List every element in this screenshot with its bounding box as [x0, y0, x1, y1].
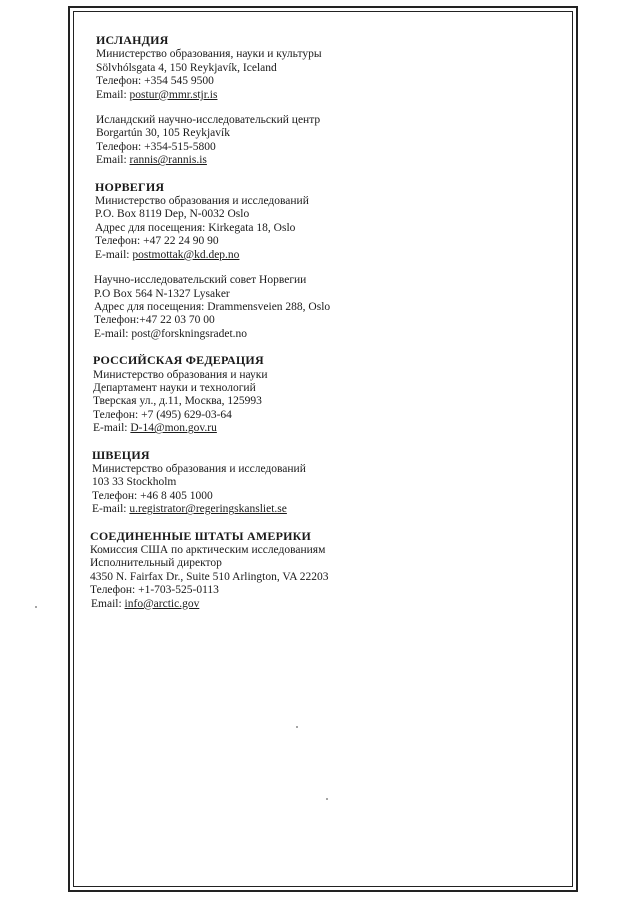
- postal-address: Borgartún 30, 105 Reykjavík: [96, 127, 230, 140]
- email-label: E-mail:: [94, 327, 132, 340]
- email-link[interactable]: postur@mmr.stjr.is: [129, 88, 218, 101]
- section-heading: РОССИЙСКАЯ ФЕДЕРАЦИЯ: [93, 353, 264, 368]
- section-usa: [90, 530, 562, 611]
- visiting-address: Адрес для посещения: Drammensveien 288, Oslo: [94, 300, 331, 313]
- email-line: [96, 154, 562, 167]
- org-name: Министерство образования и исследований: [95, 195, 309, 208]
- document-body: [92, 34, 562, 624]
- email-link[interactable]: rannis@rannis.is: [129, 154, 207, 167]
- email-line: [94, 328, 562, 341]
- email-link[interactable]: postmottak@kd.dep.no: [132, 248, 240, 261]
- section-iceland-research-centre: [92, 114, 562, 168]
- phone-number: Телефон: +1-703-525-0113: [90, 584, 219, 597]
- email-line: [95, 249, 562, 262]
- postal-address: 103 33 Stockholm: [92, 476, 177, 489]
- phone-number: Телефон: +46 8 405 1000: [92, 489, 213, 502]
- org-name: Научно-исследовательский совет Норвегии: [94, 274, 307, 287]
- section-heading: НОРВЕГИЯ: [95, 179, 165, 194]
- email-link[interactable]: u.registrator@regeringskansliet.se: [129, 503, 287, 516]
- org-name: Исландский научно-исследовательский центр: [96, 114, 321, 127]
- postal-address: P.O Box 564 N-1327 Lysaker: [94, 287, 230, 300]
- email-line: [93, 422, 562, 435]
- email-line: [96, 89, 562, 102]
- email-label: E-mail:: [93, 422, 131, 435]
- phone-number: Телефон: +7 (495) 629-03-64: [93, 408, 232, 421]
- section-russia: [92, 354, 562, 435]
- phone-number: Телефон: +354-515-5800: [96, 140, 216, 153]
- visiting-address: Адрес для посещения: Kirkegata 18, Oslo: [95, 221, 296, 234]
- postal-address: Тверская ул., д.11, Москва, 125993: [93, 395, 262, 408]
- org-name: Министерство образования, науки и культуры: [96, 48, 322, 61]
- postal-address: Sölvhólsgata 4, 150 Reykjavík, Iceland: [96, 61, 277, 74]
- scan-speck: [296, 726, 298, 728]
- postal-address: P.O. Box 8119 Dep, N-0032 Oslo: [95, 208, 250, 221]
- email-text: post@forskningsradet.no: [131, 327, 248, 340]
- phone-number: Телефон:+47 22 03 70 00: [94, 314, 215, 327]
- section-heading: СОЕДИНЕННЫЕ ШТАТЫ АМЕРИКИ: [90, 528, 312, 543]
- department-name: Департамент науки и технологий: [93, 381, 256, 394]
- org-name: Министерство образования и науки: [93, 368, 268, 381]
- section-iceland: [92, 34, 562, 102]
- scan-speck: [35, 606, 37, 608]
- section-heading: ИСЛАНДИЯ: [96, 33, 169, 47]
- org-name: Комиссия США по арктическим исследованиям: [90, 544, 326, 556]
- org-name: Министерство образования и исследований: [92, 462, 306, 475]
- email-label: Email:: [96, 154, 130, 167]
- email-link[interactable]: D-14@mon.gov.ru: [130, 422, 217, 435]
- email-link[interactable]: info@arctic.gov: [124, 597, 200, 610]
- section-heading: ШВЕЦИЯ: [92, 447, 150, 462]
- email-line: [90, 598, 562, 611]
- phone-number: Телефон: +354 545 9500: [96, 75, 214, 88]
- section-norway: [92, 181, 562, 262]
- email-line: [92, 503, 562, 516]
- email-label: E-mail:: [92, 503, 130, 516]
- section-norway-research-council: [92, 274, 562, 341]
- email-label: Email:: [96, 88, 130, 101]
- position-title: Исполнительный директор: [90, 557, 222, 570]
- email-label: E-mail:: [95, 248, 133, 261]
- scan-speck: [326, 798, 328, 800]
- section-sweden: [92, 449, 562, 517]
- email-label: Email:: [91, 597, 125, 610]
- postal-address: 4350 N. Fairfax Dr., Suite 510 Arlington, VA 22203: [90, 570, 329, 583]
- phone-number: Телефон: +47 22 24 90 90: [95, 235, 219, 248]
